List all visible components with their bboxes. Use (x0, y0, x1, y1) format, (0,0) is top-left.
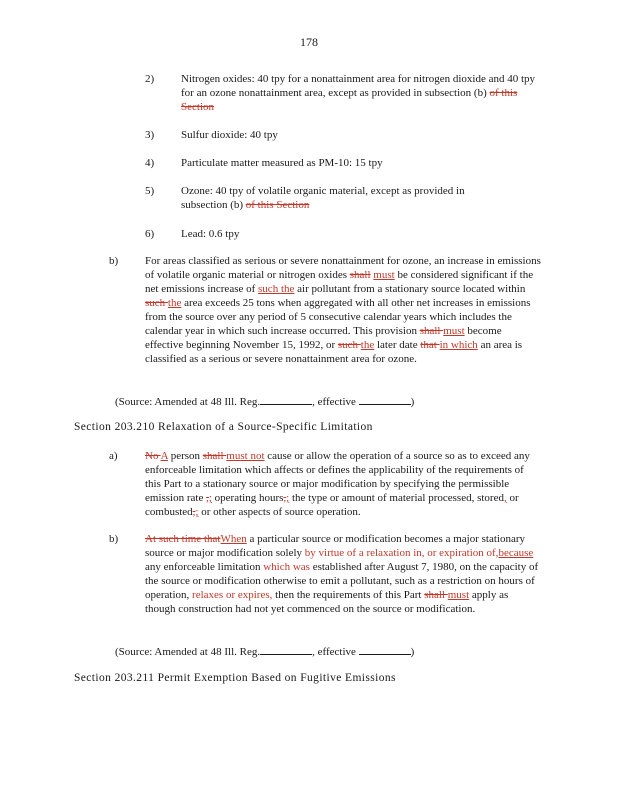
paragraph-enforceable-limitation: No A person shall must not cause or allow the operation of a source so as to exceed any enforceable limitation which affects or defines the applicability of the requirements of this Part to a stationary source or major modification by specifying the permissible emission rate ,; operating hours,; the type or amount of material processed, stored, or combusted,; or other aspects of source operation. (145, 450, 530, 518)
page-number: 178 (300, 35, 318, 49)
item-text: Ozone: 40 tpy of volatile organic material, except as provided in subsection (b) of this Section (181, 185, 465, 211)
item-text: Sulfur dioxide: 40 tpy (181, 129, 278, 141)
item-text: Particulate matter measured as PM-10: 15 tpy (181, 157, 383, 169)
paragraph-ozone-significance: For areas classified as serious or severe nonattainment for ozone, an increase in emissions of volatile organic material or nitrogen oxides shall must be considered significant if the net emissions increase of such the air pollutant from a stationary source located within such the area exceeds 25 tons when aggregated with all other net increases in emissions from the source over any period of 5 consecutive calendar years which includes the calendar year in which such increase occurred. This provision shall must become effective beginning November 15, 1992, or such the later date that in which an area is classified as a serious or severe nonattainment area for ozone. (145, 255, 541, 365)
item-text: Lead: 0.6 tpy (181, 228, 240, 240)
paragraph-label: a) (109, 450, 118, 462)
paragraph-major-source-relaxation: At such time thatWhen a particular source or modification becomes a major stationary source or major modification solely by virtue of a relaxation in, or expiration of,because any enforceable limitation which was established after August 7, 1980, on the capacity of the source or modification otherwise to emit a pollutant, such as a restriction on hours of operation, relaxes or expires, then the requirements of this Part shall must apply as though construction had not yet commenced on the source or modification. (145, 533, 539, 615)
item-number: 5) (145, 185, 155, 197)
source-note: (Source: Amended at 48 Ill. Reg. , effective ) (115, 396, 415, 408)
paragraph-label: b) (109, 533, 119, 545)
item-number: 4) (145, 157, 155, 169)
item-number: 3) (145, 129, 155, 141)
source-note: (Source: Amended at 48 Ill. Reg. , effective ) (115, 646, 415, 658)
item-text: Nitrogen oxides: 40 tpy for a nonattainment area for nitrogen dioxide and 40 tpy for an ozone nonattainment area, except as provided in subsection (b) of this Section (181, 73, 536, 113)
item-number: 2) (145, 73, 155, 85)
item-number: 6) (145, 228, 155, 240)
section-heading: Section 203.210 Relaxation of a Source-Specific Limitation (74, 421, 373, 433)
paragraph-label: b) (109, 255, 119, 267)
section-heading: Section 203.211 Permit Exemption Based on Fugitive Emissions (74, 672, 396, 684)
